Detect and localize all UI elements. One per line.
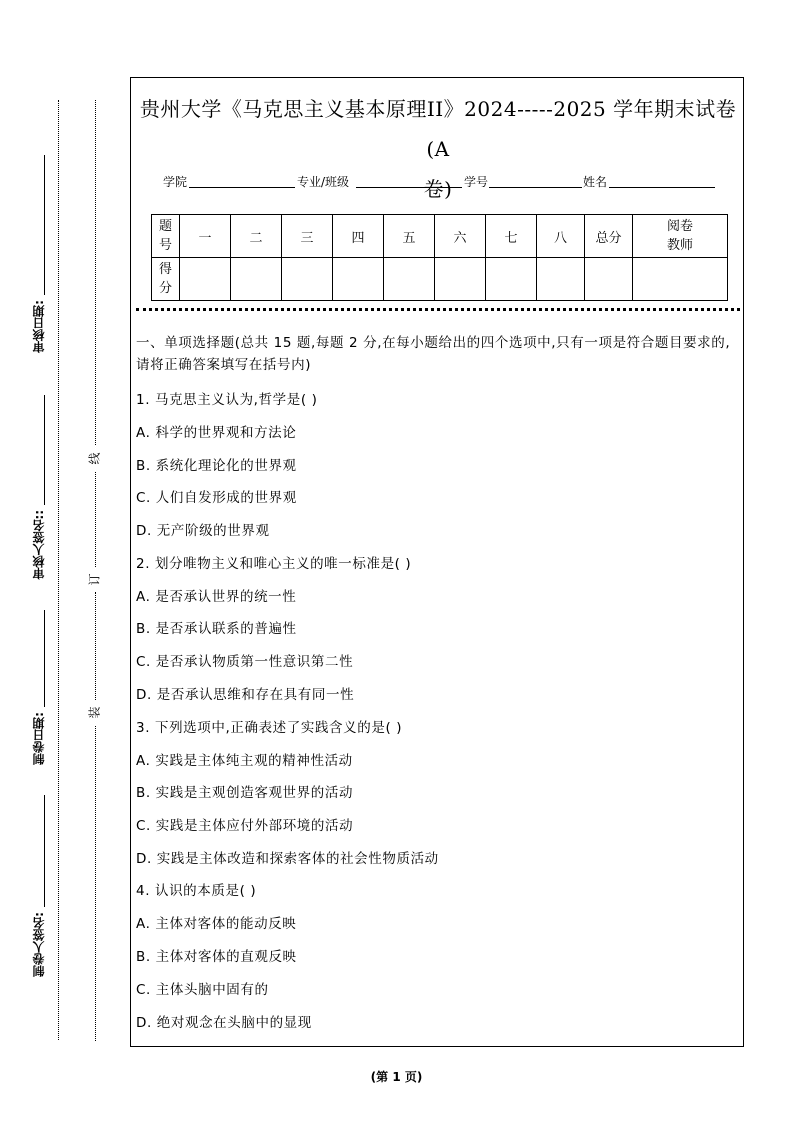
score-cell[interactable]: [384, 258, 435, 301]
binding-mark-order: 订: [87, 573, 102, 586]
binding-dotted-line-inner-3: [95, 592, 96, 700]
column-header: 四: [333, 215, 384, 258]
column-header: 六: [435, 215, 486, 258]
score-row-header: [152, 258, 180, 301]
question-number-header: [152, 215, 180, 258]
score-cell[interactable]: [282, 258, 333, 301]
column-header: 七: [486, 215, 537, 258]
exam-title: [136, 89, 740, 209]
make-date-label: 制卷日期:: [32, 712, 46, 765]
option-d: D. 无产阶级的世界观: [136, 523, 270, 539]
binding-dotted-line-inner-1: [95, 100, 96, 445]
binding-dotted-line-outer: [58, 100, 59, 1040]
score-cell[interactable]: [537, 258, 585, 301]
exam-title-line-1: 贵州大学《马克思主义基本原理II》2024-----2025 学年期末试卷(A: [139, 97, 737, 161]
score-cell[interactable]: [486, 258, 537, 301]
option-a: A. 是否承认世界的统一性: [136, 589, 297, 605]
name-label: 姓名: [583, 175, 608, 189]
total-score-cell[interactable]: [585, 258, 633, 301]
score-char-1: 得: [158, 262, 172, 277]
binding-dotted-line-inner-4: [95, 726, 96, 1041]
reviewer-header-line-1: 阅卷: [666, 219, 693, 234]
question-number-char-1: 题: [158, 219, 172, 234]
option-b: B. 是否承认联系的普遍性: [136, 621, 297, 637]
reviewer-signature-line: [44, 395, 45, 505]
make-date-line: [44, 610, 45, 707]
major-field[interactable]: [356, 187, 462, 188]
option-a: A. 实践是主体纯主观的精神性活动: [136, 753, 353, 769]
question-number-char-2: 号: [158, 238, 172, 253]
score-char-2: 分: [158, 281, 172, 296]
option-c: C. 人们自发形成的世界观: [136, 490, 297, 506]
option-a: A. 主体对客体的能动反映: [136, 916, 297, 932]
binding-dotted-line-inner-2: [95, 472, 96, 567]
column-header: 三: [282, 215, 333, 258]
binding-mark-bind: 装: [87, 706, 102, 719]
reviewer-cell[interactable]: [633, 258, 728, 301]
section-1-heading: 一、单项选择题(总共 15 题,每题 2 分,在每小题给出的四个选项中,只有一项是符合题目要求的,请将正确答案填写在括号内): [136, 335, 731, 373]
column-header: 八: [537, 215, 585, 258]
question-stem: 1. 马克思主义认为,哲学是( ): [136, 392, 318, 408]
reviewer-header-line-2: 教师: [666, 238, 693, 253]
option-c: C. 实践是主体应付外部环境的活动: [136, 818, 354, 834]
score-cell[interactable]: [180, 258, 231, 301]
name-field[interactable]: [609, 187, 715, 188]
question-stem: 4. 认识的本质是( ): [136, 883, 257, 899]
score-cell[interactable]: [435, 258, 486, 301]
option-b: B. 系统化理论化的世界观: [136, 458, 297, 474]
score-cell[interactable]: [333, 258, 384, 301]
maker-signature-label: 制卷人签名:: [32, 912, 46, 977]
score-table: [151, 214, 728, 301]
binding-mark-line: 线: [87, 452, 102, 465]
maker-signature-line: [44, 795, 45, 907]
option-c: C. 是否承认物质第一性意识第二性: [136, 654, 354, 670]
option-d: D. 是否承认思维和存在具有同一性: [136, 687, 355, 703]
review-date-line: [44, 155, 45, 295]
column-header: 二: [231, 215, 282, 258]
option-b: B. 实践是主观创造客观世界的活动: [136, 785, 354, 801]
option-d: D. 实践是主体改造和探索客体的社会性物质活动: [136, 851, 439, 867]
review-date-label: 审核日期:: [32, 300, 46, 353]
reviewer-header: [633, 215, 728, 258]
option-b: B. 主体对客体的直观反映: [136, 949, 297, 965]
college-label: 学院: [163, 175, 188, 189]
question-stem: 3. 下列选项中,正确表述了实践含义的是( ): [136, 720, 403, 736]
option-a: A. 科学的世界观和方法论: [136, 425, 297, 441]
score-cell[interactable]: [231, 258, 282, 301]
student-id-label: 学号: [464, 175, 489, 189]
option-d: D. 绝对观念在头脑中的显现: [136, 1015, 312, 1031]
total-header: 总分: [585, 215, 633, 258]
section-separator: [136, 308, 740, 311]
reviewer-signature-label: 审核人签名::: [32, 510, 46, 580]
option-c: C. 主体头脑中固有的: [136, 982, 269, 998]
page-number: (第 1 页): [370, 1070, 423, 1084]
major-label: 专业/班级: [297, 175, 350, 189]
college-field[interactable]: [189, 187, 295, 188]
student-id-field[interactable]: [489, 187, 582, 188]
exam-title-line-2: 卷): [423, 177, 453, 201]
column-header: 一: [180, 215, 231, 258]
question-stem: 2. 划分唯物主义和唯心主义的唯一标准是( ): [136, 556, 412, 572]
column-header: 五: [384, 215, 435, 258]
